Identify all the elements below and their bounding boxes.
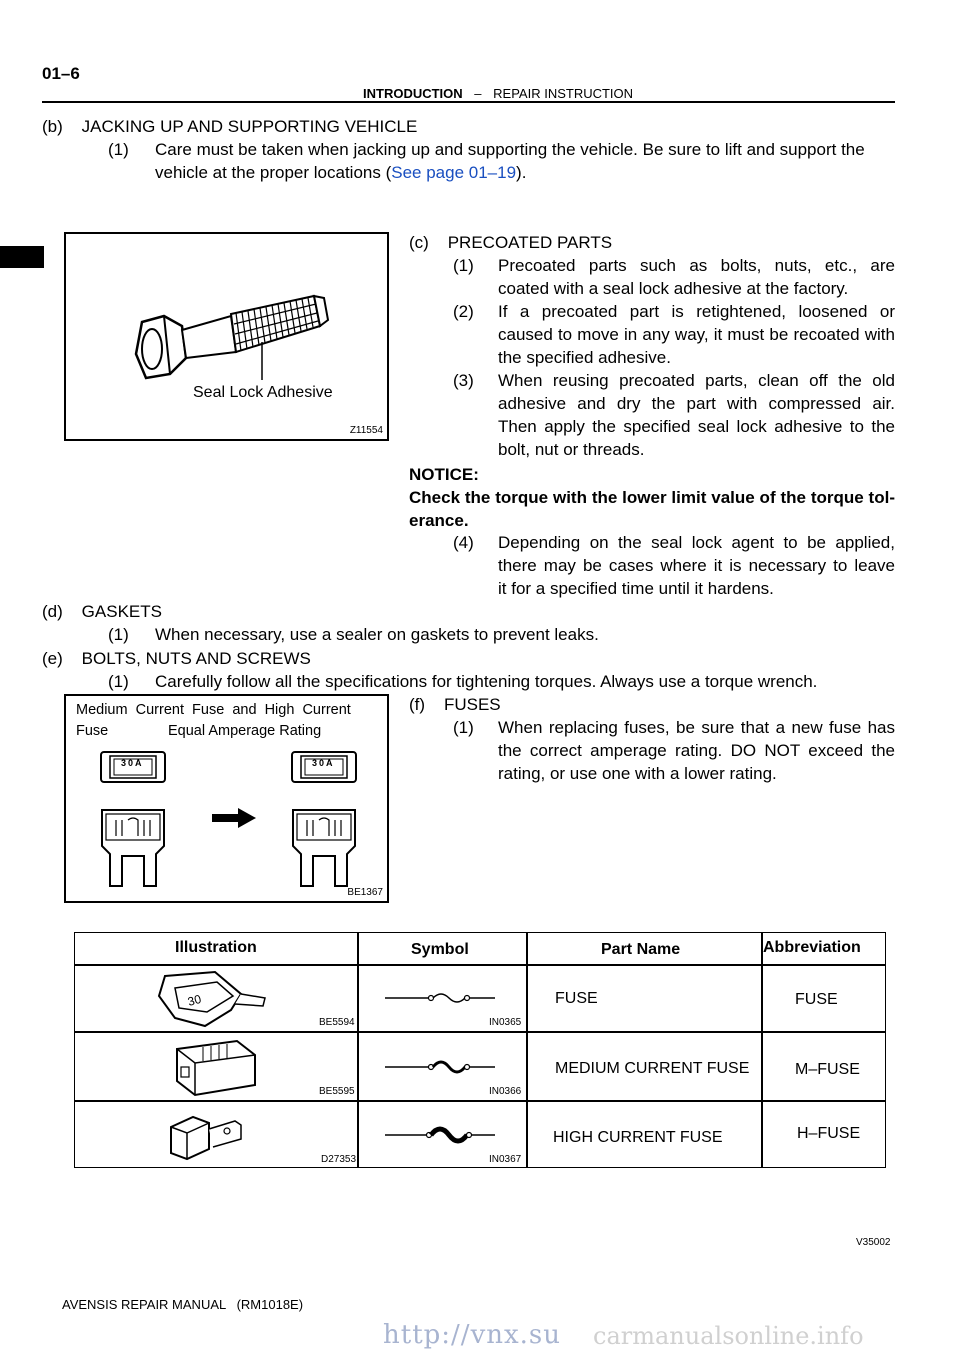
section-c-item2-num: (2) (453, 302, 474, 321)
header-title (363, 86, 633, 101)
header-section: INTRODUCTION (363, 86, 463, 101)
section-c-item3-num: (3) (453, 371, 474, 390)
section-f-item1-line1: When replacing fuses, be sure that a new fuse has (498, 718, 895, 737)
section-c-item3-line4: bolt, nut or threads. (498, 440, 645, 459)
row3-part-name: HIGH CURRENT FUSE (553, 1129, 723, 1146)
row2-abbr: M–FUSE (795, 1061, 860, 1078)
fuse-right-rating: 30A (312, 758, 335, 768)
section-b-item1-line1: Care must be taken when jacking up and supporting the vehicle. Be sure to lift and support the (155, 140, 865, 159)
row3-abbr: H–FUSE (797, 1125, 861, 1142)
notice-line2: erance. (409, 511, 469, 530)
section-c-item3-line2: adhesive and dry the part with compressed air. (498, 394, 895, 413)
row2-ill-code: BE5595 (319, 1086, 355, 1097)
row2-part-name: MEDIUM CURRENT FUSE (555, 1060, 750, 1077)
row2-sym-code: IN0366 (489, 1086, 522, 1097)
section-c-item4-num: (4) (453, 533, 474, 552)
see-page-link[interactable]: See page 01–19 (391, 163, 517, 182)
table-rule (75, 1031, 885, 1033)
high-fuse-symbol-icon (385, 1123, 495, 1147)
header-rule (42, 101, 895, 103)
section-c-item4-line3: it for a specified time until it hardens. (498, 579, 774, 598)
page-number: 01–6 (42, 64, 80, 83)
watermark-vnx: http://vnx.su (383, 1320, 562, 1350)
section-b-item1-line2 (155, 163, 526, 183)
header-symbol: Symbol (411, 941, 469, 958)
bolt-figure (64, 232, 389, 441)
section-c-item1-num: (1) (453, 256, 474, 275)
header-illustration: Illustration (175, 939, 257, 956)
fuse-caption-line1: Medium Current Fuse and High Current (76, 702, 351, 718)
section-c-item2-line2: caused to move in any way, it must be recoated with (498, 325, 895, 344)
medium-current-fuse-icon (163, 1035, 293, 1099)
watermark-carmanualsonline: carmanualsonline.info (593, 1322, 864, 1350)
section-c-item1-line2: coated with a seal lock adhesive at the factory. (498, 279, 849, 298)
header-separator: – (474, 86, 482, 101)
row3-sym-code: IN0367 (489, 1154, 522, 1165)
notice-line1: Check the torque with the lower limit value of the torque tol- (409, 488, 895, 507)
precoated-bolt-illustration (66, 234, 387, 439)
table-rule (761, 933, 763, 1167)
header-abbreviation: Abbreviation (763, 939, 861, 956)
section-c-item4-line1: Depending on the seal lock agent to be applied, (498, 533, 895, 552)
fuse-comparison-illustration (66, 696, 387, 901)
section-e-item1-text: Carefully follow all the specifications for tightening torques. Always use a torque wrench. (155, 672, 818, 691)
section-c-item3-line1: When reusing precoated parts, clean off the old (498, 371, 895, 390)
section-c-item4-line2: there may be cases where it is necessary to leave (498, 556, 895, 575)
section-e-heading: (e) BOLTS, NUTS AND SCREWS (42, 649, 311, 668)
fuse-caption-line2b: Equal Amperage Rating (168, 723, 322, 739)
row1-ill-code: BE5594 (319, 1017, 355, 1028)
row3-ill-code: D27353 (321, 1154, 357, 1165)
figure2-code: BE1367 (347, 887, 383, 898)
margin-tab (0, 246, 44, 268)
section-f-item1-line2: the correct amperage rating. DO NOT exceed the (498, 741, 895, 760)
fuse-symbol-icon (385, 988, 495, 1008)
section-c-item2-line3: the specified adhesive. (498, 348, 671, 367)
fuse-caption-line2a: Fuse (76, 723, 109, 739)
section-e-item1-num: (1) (108, 672, 129, 691)
section-d-heading: (d) GASKETS (42, 602, 162, 621)
table-rule (75, 1100, 885, 1102)
section-d-item1-num: (1) (108, 625, 129, 644)
row1-abbr: FUSE (795, 991, 838, 1008)
section-f-item1-num: (1) (453, 718, 474, 737)
section-c-item1-line1: Precoated parts such as bolts, nuts, etc., are (498, 256, 895, 275)
figure1-code: Z11554 (349, 425, 383, 436)
notice-label: NOTICE: (409, 465, 479, 484)
section-d-item1-text: When necessary, use a sealer on gaskets to prevent leaks. (155, 625, 599, 644)
high-current-fuse-icon (163, 1103, 293, 1167)
medium-fuse-symbol-icon (385, 1055, 495, 1079)
section-b-heading: (b) JACKING UP AND SUPPORTING VEHICLE (42, 117, 418, 136)
row1-sym-code: IN0365 (489, 1017, 522, 1028)
table-rule (526, 933, 528, 1167)
fuse-symbol-table (74, 932, 886, 1168)
row1-part-name: FUSE (555, 990, 598, 1007)
section-b-item1-line2-post: ). (516, 163, 527, 182)
section-c-item3-line3: Then apply the specified seal lock adhesive to the (498, 417, 895, 436)
fuse-figure (64, 694, 389, 903)
section-c-item2-line1: If a precoated part is retightened, loosened or (498, 302, 895, 321)
seal-lock-adhesive-label: Seal Lock Adhesive (193, 384, 333, 401)
section-b-item1-line2-pre: vehicle at the proper locations ( (155, 163, 392, 182)
section-c-heading: (c) PRECOATED PARTS (409, 233, 613, 252)
section-f-item1-line3: rating, or use one with a lower rating. (498, 764, 777, 783)
table-figure-code: V35002 (856, 1237, 891, 1248)
fuse-left-rating: 30A (121, 758, 144, 768)
section-b-item1-num: (1) (108, 140, 129, 159)
header-part-name: Part Name (601, 941, 681, 958)
blade-fuse-icon (145, 966, 275, 1030)
svg-text:30: 30 (186, 991, 203, 1009)
header-subsection: REPAIR INSTRUCTION (493, 86, 634, 101)
footer-manual: AVENSIS REPAIR MANUAL (RM1018E) (62, 1297, 304, 1312)
section-f-heading: (f) FUSES (409, 695, 501, 714)
table-rule (357, 933, 359, 1167)
